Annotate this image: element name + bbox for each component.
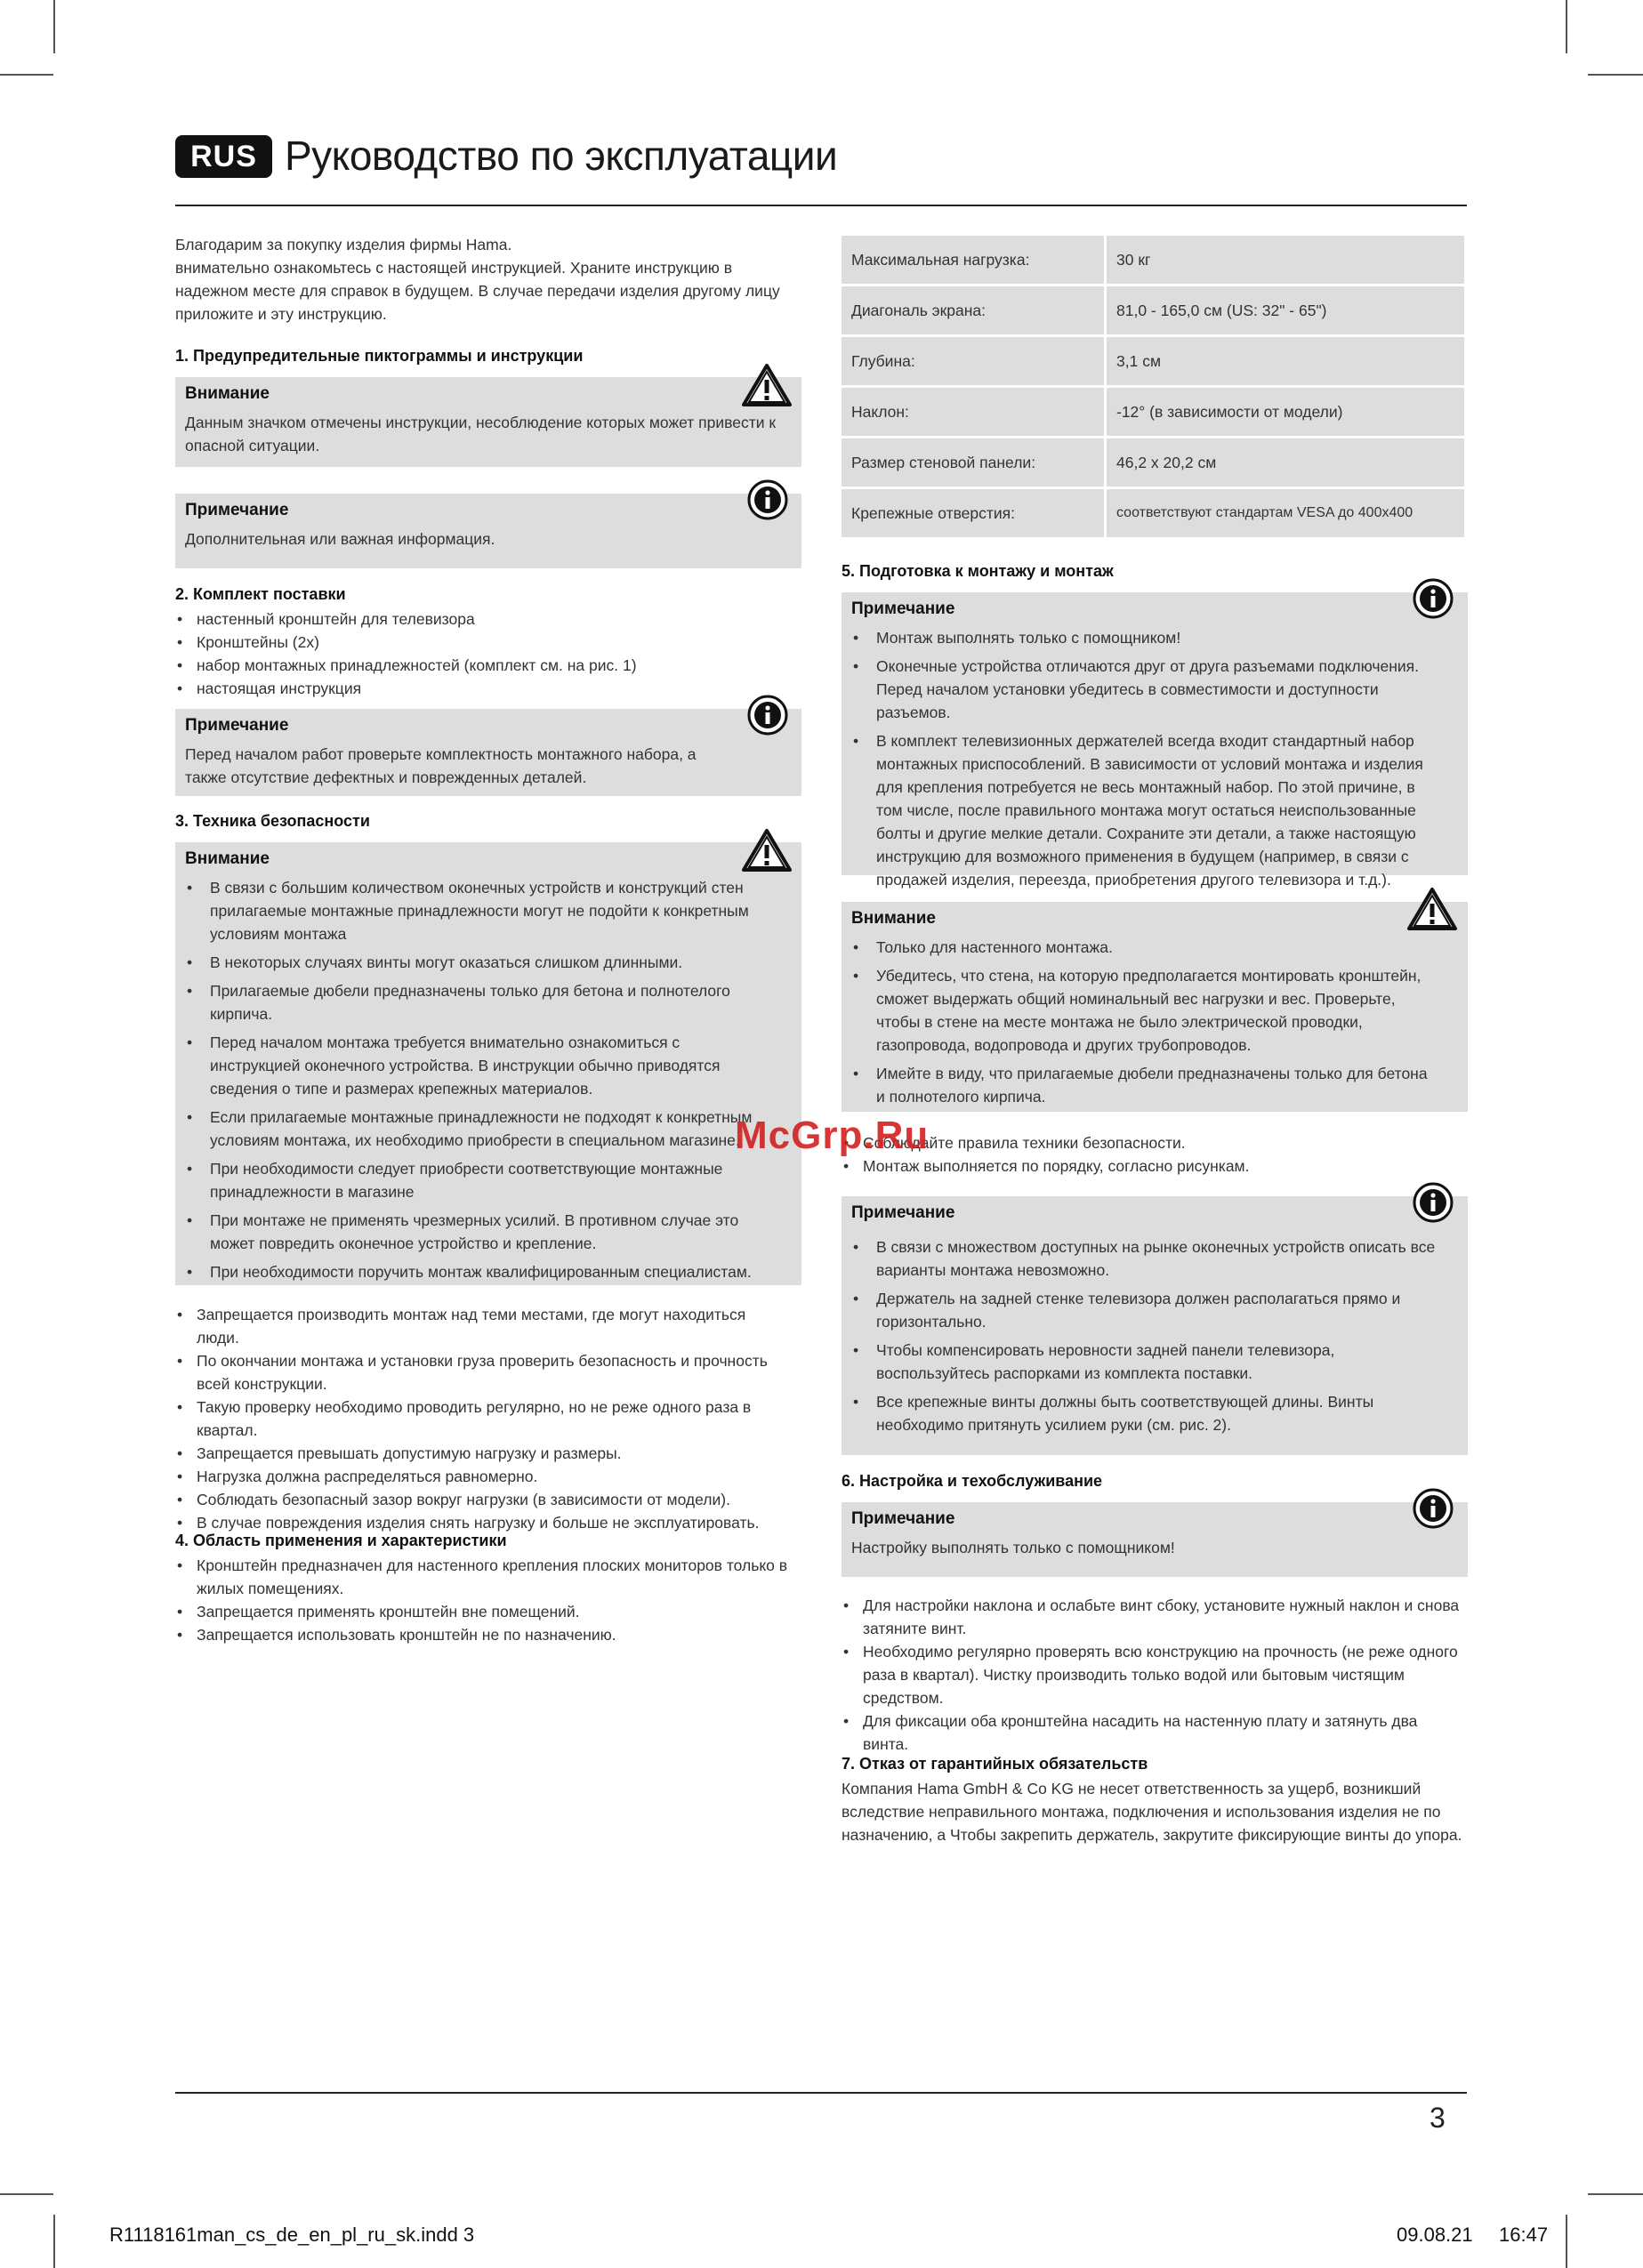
list-item: • В связи с множеством доступных на рынке оконечных устройств описать все варианты монтажа невозможно. xyxy=(851,1235,1438,1282)
list-item: • Соблюдайте правила техники безопасности. xyxy=(842,1131,1464,1154)
intro-line-2: внимательно ознакомьтесь с настоящей инструкцией. Храните инструкцию в надежном месте для справок в будущем. В случае передачи изделия другому лицу приложите и эту инструкцию. xyxy=(175,259,780,323)
list-item: • Все крепежные винты должны быть соответствующей длины. Винты необходимо притянуть усилием руки (см. рис. 2). xyxy=(851,1390,1438,1436)
spec-label: Глубина: xyxy=(842,337,1104,385)
page-number: 3 xyxy=(1430,2102,1446,2134)
list-item: • Держатель на задней стенке телевизора должен располагаться прямо и горизонтально. xyxy=(851,1287,1438,1333)
note-title: Примечание xyxy=(185,716,289,735)
spec-value: 81,0 - 165,0 см (US: 32" - 65") xyxy=(1104,286,1464,334)
header-rule xyxy=(175,205,1467,206)
spec-value: -12° (в зависимости от модели) xyxy=(1104,388,1464,436)
note-text: Дополнительная или важная информация. xyxy=(185,530,495,548)
note-list xyxy=(851,1235,1438,1436)
section-5-list xyxy=(842,1131,1464,1178)
list-item: • Необходимо регулярно проверять всю конструкцию на прочность (не реже одного раза в квартал). Чистку производить только водой или бытовым чистящим средством. xyxy=(842,1640,1464,1709)
list-item: • По окончании монтажа и установки груза проверить безопасность и прочность всей конструкции. xyxy=(175,1349,789,1395)
warning-box xyxy=(842,902,1468,1112)
note-box xyxy=(175,494,801,568)
spec-label: Крепежные отверстия: xyxy=(842,489,1104,537)
info-circle-icon xyxy=(747,695,788,736)
spec-label: Диагональ экрана: xyxy=(842,286,1104,334)
info-circle-icon xyxy=(747,479,788,520)
list-item: • Такую проверку необходимо проводить регулярно, но не реже одного раза в квартал. xyxy=(175,1395,789,1442)
list-item: • Убедитесь, что стена, на которую предполагается монтировать кронштейн, сможет выдержать общий номинальный вес нагрузки и вес. Проверьте, чтобы в стене на месте монтажа не было электрической проводки, газопровода, водопровода и других трубопроводов. xyxy=(851,964,1438,1057)
table-row xyxy=(842,236,1464,284)
warning-box xyxy=(175,842,801,1285)
section-2-list xyxy=(175,607,789,700)
crop-mark xyxy=(1566,0,1567,53)
list-item: • Кронштейн предназначен для настенного крепления плоских мониторов только в жилых помещениях. xyxy=(175,1554,798,1600)
section-7-text: Компания Hama GmbH & Co KG не несет ответственность за ущерб, возникший вследствие неправильного монтажа, подключения и использования изделия не по назначению, а Чтобы закрепить держатель, закрутите фиксирующие винты до упора. xyxy=(842,1780,1462,1844)
list-item: • Запрещается использовать кронштейн не по назначению. xyxy=(175,1623,798,1646)
list-item: • Монтаж выполняется по порядку, согласно рисункам. xyxy=(842,1154,1464,1178)
list-item: • Прилагаемые дюбели предназначены только для бетона и полнотелого кирпича. xyxy=(185,979,772,1025)
info-circle-icon xyxy=(1413,1488,1454,1529)
intro-text xyxy=(175,233,785,326)
note-list xyxy=(851,626,1438,891)
spec-value: соответствуют стандартам VESA до 400x400 xyxy=(1104,489,1464,537)
spec-label: Максимальная нагрузка: xyxy=(842,236,1104,284)
warning-title: Внимание xyxy=(185,384,270,403)
section-3-heading: 3. Техника безопасности xyxy=(175,812,370,830)
table-row xyxy=(842,286,1464,334)
warning-title: Внимание xyxy=(851,909,936,928)
list-item: • Нагрузка должна распределяться равномерно. xyxy=(175,1465,789,1488)
note-box xyxy=(842,1196,1468,1455)
note-box xyxy=(842,1502,1468,1577)
list-item: • При необходимости поручить монтаж квалифицированным специалистам. xyxy=(185,1260,772,1283)
list-item: • Кронштейны (2x) xyxy=(175,631,789,654)
page-title: Руководство по эксплуатации xyxy=(285,133,838,179)
list-item: • Оконечные устройства отличаются друг от друга разъемами подключения. Перед началом установки убедитесь в совместимости и доступности разъемов. xyxy=(851,655,1438,724)
note-title: Примечание xyxy=(851,1509,955,1528)
footer-rule xyxy=(175,2092,1467,2094)
info-circle-icon xyxy=(1413,1182,1454,1223)
section-4-heading: 4. Область применения и характеристики xyxy=(175,1532,507,1549)
list-item: • настоящая инструкция xyxy=(175,677,789,700)
footer-filename: R1118161man_cs_de_en_pl_ru_sk.indd 3 xyxy=(109,2224,475,2246)
warning-box xyxy=(175,377,801,467)
list-item: • набор монтажных принадлежностей (комплект см. на рис. 1) xyxy=(175,654,789,677)
list-item: • Для настройки наклона и ослабьте винт сбоку, установите нужный наклон и снова затяните винт. xyxy=(842,1594,1464,1640)
table-row xyxy=(842,489,1464,537)
crop-mark xyxy=(0,2193,53,2195)
warning-triangle-icon xyxy=(741,363,793,407)
list-item: • Чтобы компенсировать неровности задней панели телевизора, воспользуйтесь распорками из комплекта поставки. xyxy=(851,1339,1438,1385)
spec-value: 30 кг xyxy=(1104,236,1464,284)
section-5-heading: 5. Подготовка к монтажу и монтаж xyxy=(842,562,1114,580)
warning-text: Данным значком отмечены инструкции, несоблюдение которых может привести к опасной ситуации. xyxy=(185,414,777,454)
table-row xyxy=(842,438,1464,487)
table-row xyxy=(842,337,1464,385)
warning-triangle-icon xyxy=(1406,887,1458,931)
spec-table xyxy=(842,233,1464,540)
list-item: • Запрещается применять кронштейн вне помещений. xyxy=(175,1600,798,1623)
info-circle-icon xyxy=(1413,578,1454,619)
watermark: McGrp.Ru xyxy=(735,1114,930,1157)
list-item: • Запрещается превышать допустимую нагрузку и размеры. xyxy=(175,1442,789,1465)
list-item: • Если прилагаемые монтажные принадлежности не подходят к конкретным условиям монтажа, их необходимо приобрести в специальном магазине. xyxy=(185,1106,772,1152)
note-box xyxy=(842,592,1468,889)
warning-list xyxy=(851,936,1438,1108)
note-text: Настройку выполнять только с помощником! xyxy=(851,1539,1175,1556)
footer-date: 09.08.21 xyxy=(1397,2224,1473,2246)
note-box xyxy=(175,709,801,796)
crop-mark xyxy=(0,74,53,76)
section-7-heading: 7. Отказ от гарантийных обязательств xyxy=(842,1755,1148,1773)
note-title: Примечание xyxy=(185,501,289,519)
warning-title: Внимание xyxy=(185,849,270,868)
crop-mark xyxy=(1566,2215,1567,2268)
list-item: • Перед началом монтажа требуется внимательно ознакомиться с инструкцией оконечного устройства. В инструкции обычно приводятся сведения о типе и размерах крепежных материалов. xyxy=(185,1031,772,1100)
section-4-list xyxy=(175,1554,798,1646)
list-item: • При монтаже не применять чрезмерных усилий. В противном случае это может повредить оконечное устройство и крепление. xyxy=(185,1209,772,1255)
spec-value: 46,2 x 20,2 см xyxy=(1104,438,1464,487)
list-item: • настенный кронштейн для телевизора xyxy=(175,607,789,631)
intro-line-1: Благодарим за покупку изделия фирмы Hama. xyxy=(175,236,512,253)
table-row xyxy=(842,388,1464,436)
list-item: • Монтаж выполнять только с помощником! xyxy=(851,626,1438,649)
warning-list xyxy=(185,876,772,1283)
list-item: • Запрещается производить монтаж над теми местами, где могут находиться люди. xyxy=(175,1303,789,1349)
note-title: Примечание xyxy=(851,1203,955,1222)
section-3-list xyxy=(175,1303,789,1534)
crop-mark xyxy=(1588,2193,1643,2195)
note-title: Примечание xyxy=(851,599,955,618)
section-6-heading: 6. Настройка и техобслуживание xyxy=(842,1472,1103,1490)
spec-label: Наклон: xyxy=(842,388,1104,436)
section-2-heading: 2. Комплект поставки xyxy=(175,585,346,603)
list-item: • В случае повреждения изделия снять нагрузку и больше не эксплуатировать. xyxy=(175,1511,789,1534)
spec-label: Размер стеновой панели: xyxy=(842,438,1104,487)
warning-triangle-icon xyxy=(741,828,793,873)
list-item: • При необходимости следует приобрести соответствующие монтажные принадлежности в магазине xyxy=(185,1157,772,1203)
list-item: • В комплект телевизионных держателей всегда входит стандартный набор монтажных приспособлений. В зависимости от условий монтажа и изделия для крепления потребуется не весь монтажный набор. По этой причине, в том числе, после правильного монтажа могут остаться неиспользованные болты и другие мелкие детали. Сохраните эти детали, а также настоящую инструкцию для возможного применения в будущем (например, в связи с продажей изделия, переезда, приобретения другого телевизора и т.д.). xyxy=(851,729,1438,891)
language-badge: RUS xyxy=(175,135,272,178)
section-1-heading: 1. Предупредительные пиктограммы и инструкции xyxy=(175,347,584,365)
section-6-list xyxy=(842,1594,1464,1756)
crop-mark xyxy=(53,2215,55,2268)
crop-mark xyxy=(1588,74,1643,76)
list-item: • В некоторых случаях винты могут оказаться слишком длинными. xyxy=(185,951,772,974)
crop-mark xyxy=(53,0,55,53)
list-item: • В связи с большим количеством оконечных устройств и конструкций стен прилагаемые монтажные принадлежности могут не подойти к конкретным условиям монтажа xyxy=(185,876,772,945)
spec-value: 3,1 см xyxy=(1104,337,1464,385)
list-item: • Только для настенного монтажа. xyxy=(851,936,1438,959)
list-item: • Для фиксации оба кронштейна насадить на настенную плату и затянуть два винта. xyxy=(842,1709,1464,1756)
list-item: • Имейте в виду, что прилагаемые дюбели предназначены только для бетона и полнотелого кирпича. xyxy=(851,1062,1438,1108)
list-item: • Соблюдать безопасный зазор вокруг нагрузки (в зависимости от модели). xyxy=(175,1488,789,1511)
note-text: Перед началом работ проверьте комплектность монтажного набора, а также отсутствие дефектных и поврежденных деталей. xyxy=(185,745,697,786)
footer-time: 16:47 xyxy=(1499,2224,1549,2246)
